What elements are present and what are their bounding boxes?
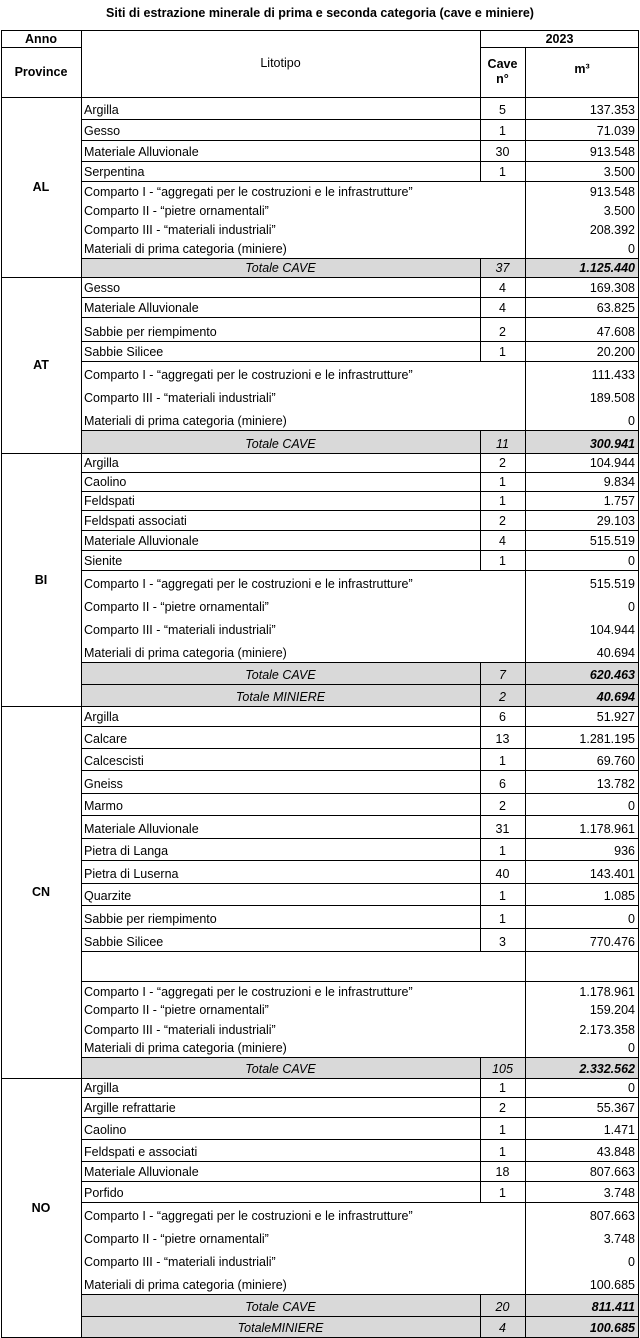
- total-count: 7: [499, 668, 506, 682]
- litotipo-cell: Caolino: [84, 1123, 127, 1137]
- comparto-cell: Comparto I - “aggregati per le costruzioni e le infrastrutture”: [84, 1209, 413, 1223]
- volume-header: m³: [574, 62, 590, 76]
- litotipo-label: Litotipo: [260, 56, 301, 70]
- cave-count-header: Cave: [487, 57, 518, 71]
- cave-count-cell: 1: [499, 889, 506, 903]
- litotipo-cell: Pietra di Langa: [84, 844, 169, 858]
- grid-line: [81, 770, 639, 771]
- grid-line: [81, 297, 639, 298]
- volume-cell: 104.944: [589, 456, 635, 470]
- cave-count-header-sub: n°: [496, 72, 509, 86]
- comparto-volume-cell: 1.178.961: [579, 985, 635, 999]
- litotipo-cell: Sabbie Silicee: [84, 935, 164, 949]
- total-volume: 811.411: [591, 1300, 635, 1314]
- grid-line: [81, 430, 639, 431]
- volume-cell: 515.519: [589, 534, 635, 548]
- grid-line: [525, 1078, 526, 1294]
- comparto-cell: Comparto III - “materiali industriali”: [84, 223, 276, 237]
- grid-line: [480, 706, 481, 951]
- grid-line: [480, 47, 639, 48]
- cave-count-cell: 2: [499, 1101, 506, 1115]
- comparto-cell: Comparto II - “pietre ornamentali”: [84, 204, 269, 218]
- litotipo-cell: Calcare: [84, 732, 128, 746]
- volume-cell: 0: [628, 912, 635, 926]
- volume-cell: 3.748: [603, 1186, 635, 1200]
- volume-cell: 137.353: [589, 103, 635, 117]
- comparto-volume-cell: 0: [628, 1255, 635, 1269]
- total-volume: 2.332.562: [579, 1062, 635, 1076]
- volume-cell: 9.834: [603, 475, 635, 489]
- volume-cell: 143.401: [589, 867, 635, 881]
- litotipo-cell: Materiale Alluvionale: [84, 534, 199, 548]
- total-count: 11: [496, 437, 509, 451]
- grid-line: [1, 47, 81, 48]
- litotipo-cell: Feldspati associati: [84, 514, 187, 528]
- volume-cell: 807.663: [589, 1165, 635, 1179]
- total-count: 2: [499, 690, 506, 704]
- volume-cell: 63.825: [596, 301, 635, 315]
- year-label: 2023: [545, 31, 574, 46]
- total-volume: 1.125.440: [579, 261, 635, 275]
- comparto-cell: Materiali di prima categoria (miniere): [84, 646, 287, 660]
- litotipo-cell: Calcescisti: [84, 754, 144, 768]
- total-volume: 40.694: [596, 690, 635, 704]
- grid-line: [525, 662, 526, 684]
- grid-line: [81, 748, 639, 749]
- volume-cell: 913.548: [589, 145, 635, 159]
- litotipo-cell: Argilla: [84, 1081, 119, 1095]
- grid-line: [81, 684, 639, 685]
- grid-line: [81, 1057, 639, 1058]
- grid-line: [81, 453, 639, 454]
- volume-cell: 51.927: [596, 710, 635, 724]
- litotipo-cell: Gneiss: [84, 777, 123, 791]
- grid-line: [81, 1316, 639, 1317]
- grid-line: [81, 928, 639, 929]
- comparto-volume-cell: 0: [628, 1041, 635, 1055]
- total-label: Totale CAVE: [245, 668, 316, 682]
- cave-count-cell: 4: [499, 534, 506, 548]
- litotipo-cell: Serpentina: [84, 165, 145, 179]
- grid-line: [81, 140, 639, 141]
- grid-line: [525, 706, 526, 1057]
- cave-count-cell: 6: [499, 710, 506, 724]
- cave-count-cell: 1: [499, 1145, 506, 1159]
- comparto-volume-cell: 515.519: [589, 577, 635, 591]
- comparto-cell: Comparto I - “aggregati per le costruzioni e le infrastrutture”: [84, 185, 413, 199]
- litotipo-cell: Pietra di Luserna: [84, 867, 179, 881]
- cave-count-cell: 30: [495, 145, 510, 159]
- total-label: Totale CAVE: [245, 1062, 316, 1076]
- volume-cell: 1.281.195: [579, 732, 635, 746]
- cave-count-cell: 2: [499, 456, 506, 470]
- grid-line: [81, 181, 639, 182]
- grid-line: [81, 570, 639, 571]
- volume-cell: 55.367: [596, 1101, 635, 1115]
- litotipo-cell: Gesso: [84, 281, 121, 295]
- cave-count-cell: 5: [499, 103, 506, 117]
- comparto-cell: Comparto III - “materiali industriali”: [84, 1255, 276, 1269]
- comparto-cell: Materiali di prima categoria (miniere): [84, 414, 287, 428]
- litotipo-cell: Materiale Alluvionale: [84, 301, 199, 315]
- cave-count-cell: 2: [499, 514, 506, 528]
- cave-count-cell: 1: [499, 494, 506, 508]
- comparto-volume-cell: 807.663: [589, 1209, 635, 1223]
- grid-line: [81, 97, 639, 98]
- comparto-volume-cell: 104.944: [589, 623, 635, 637]
- litotipo-cell: Argilla: [84, 710, 119, 724]
- comparto-cell: Comparto I - “aggregati per le costruzioni e le infrastrutture”: [84, 985, 413, 999]
- volume-cell: 0: [628, 1081, 635, 1095]
- grid-line: [480, 97, 481, 181]
- cave-count-cell: 2: [499, 799, 506, 813]
- grid-line: [81, 341, 639, 342]
- cave-count-cell: 3: [499, 935, 506, 949]
- total-count: 105: [492, 1062, 513, 1076]
- page-title: Siti di estrazione minerale di prima e seconda categoria (cave e miniere): [106, 6, 534, 20]
- comparto-volume-cell: 2.173.358: [579, 1023, 635, 1037]
- total-label: Totale CAVE: [245, 261, 316, 275]
- province-name: AL: [32, 180, 50, 194]
- grid-line: [81, 706, 639, 707]
- comparto-volume-cell: 0: [628, 242, 635, 256]
- comparto-volume-cell: 208.392: [589, 223, 635, 237]
- volume-cell: 169.308: [589, 281, 635, 295]
- grid-line: [81, 981, 639, 982]
- volume-cell: 71.039: [596, 124, 635, 138]
- grid-line: [81, 510, 639, 511]
- litotipo-cell: Argilla: [84, 456, 119, 470]
- comparto-volume-cell: 0: [628, 414, 635, 428]
- total-label: TotaleMINIERE: [237, 1321, 324, 1335]
- grid-line: [81, 662, 639, 663]
- grid-line: [525, 1316, 526, 1337]
- comparto-volume-cell: 913.548: [589, 185, 635, 199]
- volume-cell: 770.476: [589, 935, 635, 949]
- grid-line: [81, 1161, 639, 1162]
- comparto-volume-cell: 40.694: [596, 646, 635, 660]
- litotipo-cell: Materiale Alluvionale: [84, 145, 199, 159]
- grid-line: [480, 1078, 481, 1202]
- litotipo-cell: Feldspati e associati: [84, 1145, 198, 1159]
- volume-cell: 1.085: [603, 889, 635, 903]
- litotipo-cell: Gesso: [84, 124, 121, 138]
- volume-cell: 1.757: [603, 494, 635, 508]
- grid-line: [81, 317, 639, 318]
- cave-count-cell: 1: [499, 554, 506, 568]
- grid-line: [81, 793, 639, 794]
- volume-cell: 0: [628, 554, 635, 568]
- litotipo-cell: Sabbie per riempimento: [84, 325, 217, 339]
- grid-line: [81, 1294, 639, 1295]
- comparto-cell: Comparto II - “pietre ornamentali”: [84, 1003, 269, 1017]
- grid-line: [81, 815, 639, 816]
- grid-line: [81, 951, 639, 952]
- litotipo-cell: Feldspati: [84, 494, 135, 508]
- grid-line: [81, 119, 639, 120]
- volume-cell: 3.500: [603, 165, 635, 179]
- province-label: Province: [14, 65, 68, 79]
- cave-count-cell: 18: [495, 1165, 510, 1179]
- litotipo-cell: Marmo: [84, 799, 123, 813]
- grid-line: [81, 258, 639, 259]
- extraction-table: [0, 30, 640, 1335]
- grid-line: [81, 491, 639, 492]
- cave-count-cell: 1: [499, 754, 506, 768]
- grid-line: [638, 30, 639, 1338]
- province-name: NO: [31, 1200, 51, 1215]
- comparto-volume-cell: 159.204: [589, 1003, 635, 1017]
- cave-count-cell: 31: [495, 822, 510, 836]
- grid-line: [525, 97, 526, 258]
- cave-count-cell: 1: [499, 844, 506, 858]
- grid-line: [480, 453, 481, 570]
- litotipo-cell: Caolino: [84, 475, 127, 489]
- grid-line: [81, 361, 639, 362]
- total-volume: 620.463: [589, 668, 635, 682]
- cave-count-cell: 13: [495, 732, 510, 746]
- grid-line: [81, 905, 639, 906]
- grid-line: [81, 838, 639, 839]
- volume-cell: 69.760: [596, 754, 635, 768]
- grid-line: [525, 684, 526, 706]
- cave-count-cell: 1: [499, 124, 506, 138]
- cave-count-cell: 2: [499, 325, 506, 339]
- cave-count-cell: 1: [499, 475, 506, 489]
- cave-count-cell: 1: [499, 1123, 506, 1137]
- comparto-cell: Comparto II - “pietre ornamentali”: [84, 1232, 269, 1246]
- volume-cell: 20.200: [596, 345, 635, 359]
- cave-count-cell: 1: [499, 165, 506, 179]
- grid-line: [81, 30, 82, 1338]
- comparto-cell: Comparto I - “aggregati per le costruzioni e le infrastrutture”: [84, 368, 413, 382]
- comparto-cell: Comparto III - “materiali industriali”: [84, 623, 276, 637]
- grid-line: [81, 883, 639, 884]
- comparto-cell: Materiali di prima categoria (miniere): [84, 1041, 287, 1055]
- grid-line: [81, 726, 639, 727]
- grid-line: [480, 30, 481, 97]
- grid-line: [81, 1139, 639, 1140]
- province-name: CN: [31, 885, 51, 899]
- comparto-volume-cell: 100.685: [589, 1278, 635, 1292]
- grid-line: [480, 277, 481, 361]
- litotipo-cell: Materiale Alluvionale: [84, 822, 199, 836]
- litotipo-cell: Argille refrattarie: [84, 1101, 176, 1115]
- comparto-volume-cell: 3.748: [603, 1232, 635, 1246]
- grid-line: [81, 1097, 639, 1098]
- anno-label: Anno: [25, 31, 57, 46]
- comparto-cell: Comparto I - “aggregati per le costruzioni e le infrastrutture”: [84, 577, 413, 591]
- litotipo-cell: Porfido: [84, 1186, 124, 1200]
- volume-cell: 1.178.961: [579, 822, 635, 836]
- grid-line: [81, 472, 639, 473]
- litotipo-cell: Quarzite: [84, 889, 132, 903]
- comparto-volume-cell: 111.433: [591, 368, 635, 382]
- grid-line: [81, 161, 639, 162]
- litotipo-cell: Argilla: [84, 103, 119, 117]
- comparto-cell: Comparto III - “materiali industriali”: [84, 1023, 276, 1037]
- grid-line: [525, 1057, 526, 1078]
- total-label: Totale CAVE: [245, 1300, 316, 1314]
- grid-line: [525, 258, 526, 277]
- volume-cell: 43.848: [596, 1145, 635, 1159]
- cave-count-cell: 1: [499, 345, 506, 359]
- cave-count-cell: 6: [499, 777, 506, 791]
- comparto-volume-cell: 0: [628, 600, 635, 614]
- grid-line: [81, 1181, 639, 1182]
- cave-count-cell: 1: [499, 912, 506, 926]
- litotipo-cell: Materiale Alluvionale: [84, 1165, 199, 1179]
- grid-line: [1, 30, 2, 1338]
- litotipo-cell: Sabbie Silicee: [84, 345, 164, 359]
- cave-count-cell: 1: [499, 1186, 506, 1200]
- cave-count-cell: 4: [499, 301, 506, 315]
- litotipo-cell: Sienite: [84, 554, 123, 568]
- total-count: 37: [495, 261, 510, 275]
- litotipo-cell: Sabbie per riempimento: [84, 912, 217, 926]
- cave-count-cell: 4: [499, 281, 506, 295]
- comparto-cell: Materiali di prima categoria (miniere): [84, 242, 287, 256]
- grid-line: [81, 530, 639, 531]
- total-label: Totale CAVE: [245, 437, 316, 451]
- province-name: AT: [33, 358, 49, 372]
- volume-cell: 1.471: [603, 1123, 635, 1137]
- volume-cell: 29.103: [596, 514, 635, 528]
- comparto-cell: Comparto II - “pietre ornamentali”: [84, 600, 269, 614]
- cave-count-cell: 1: [499, 1081, 506, 1095]
- total-volume: 100.685: [589, 1321, 635, 1335]
- province-name: BI: [34, 572, 48, 587]
- comparto-volume-cell: 3.500: [603, 204, 635, 218]
- grid-line: [525, 277, 526, 430]
- grid-line: [81, 860, 639, 861]
- grid-line: [525, 1294, 526, 1316]
- grid-line: [81, 1078, 639, 1079]
- total-count: 4: [499, 1321, 506, 1335]
- grid-line: [525, 430, 526, 453]
- comparto-cell: Materiali di prima categoria (miniere): [84, 1278, 287, 1292]
- grid-line: [525, 453, 526, 662]
- grid-line: [81, 550, 639, 551]
- grid-line: [81, 1202, 639, 1203]
- grid-line: [81, 277, 639, 278]
- volume-cell: 936: [614, 844, 635, 858]
- total-label: Totale MINIERE: [235, 690, 326, 704]
- volume-cell: 13.782: [596, 777, 635, 791]
- volume-cell: 0: [628, 799, 635, 813]
- cave-count-cell: 40: [495, 867, 510, 881]
- total-count: 20: [495, 1300, 510, 1314]
- total-volume: 300.941: [589, 437, 635, 451]
- comparto-volume-cell: 189.508: [589, 391, 635, 405]
- grid-line: [81, 1117, 639, 1118]
- volume-cell: 47.608: [596, 325, 635, 339]
- comparto-cell: Comparto III - “materiali industriali”: [84, 391, 276, 405]
